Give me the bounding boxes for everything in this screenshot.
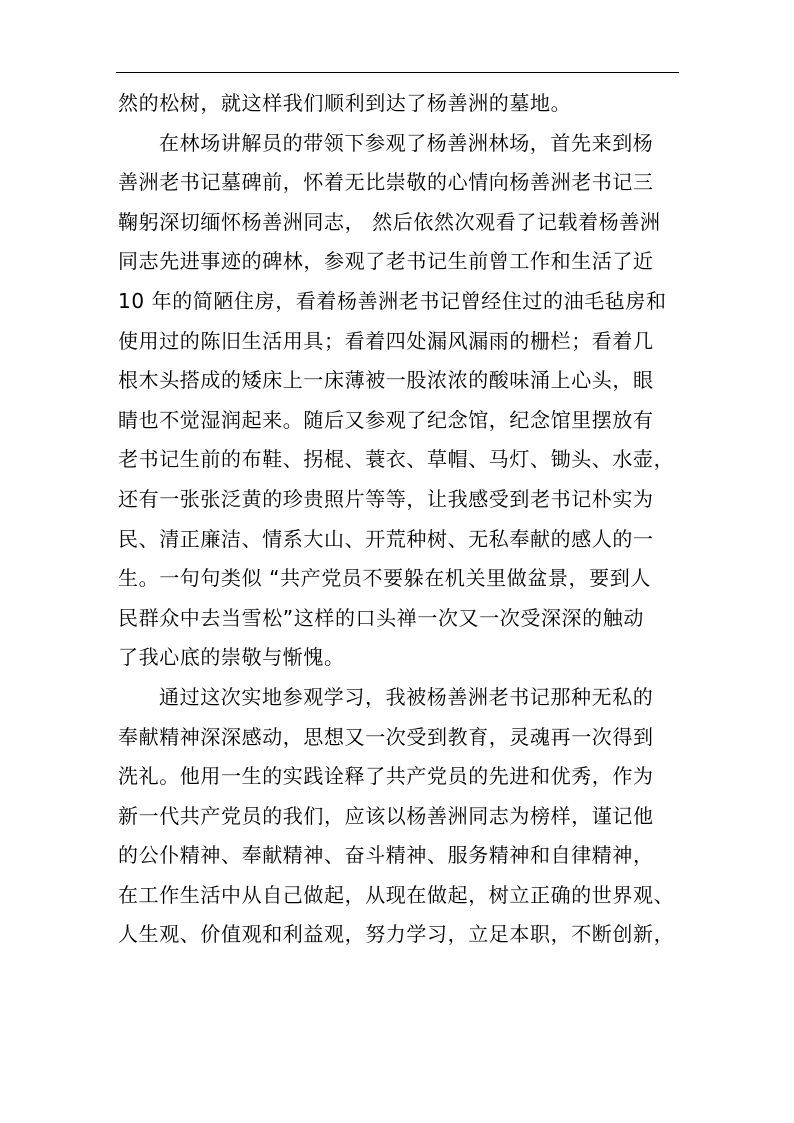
text-line: 在工作生活中从自己做起，从现在做起，树立正确的世界观、 <box>118 882 675 907</box>
text-line: 善洲老书记墓碑前，怀着无比崇敬的心情向杨善洲老书记三 <box>118 170 654 195</box>
text-line: 洗礼。他用一生的实践诠释了共产党员的先进和优秀，作为 <box>118 764 654 789</box>
text-line: 还有一张张泛黄的珍贵照片等等，让我感受到老书记朴实为 <box>118 486 654 511</box>
header-rule <box>116 72 679 73</box>
text-line: 民、清正廉洁、情系大山、开荒种树、无私奉献的感人的一 <box>118 526 654 551</box>
text-line: 同志先进事迹的碑林，参观了老书记生前曾工作和生活了近 <box>118 249 654 274</box>
text-line: 睛也不觉湿润起来。随后又参观了纪念馆，纪念馆里摆放有 <box>118 407 654 432</box>
text-line: 然的松树，就这样我们顺利到达了杨善洲的墓地。 <box>118 91 572 115</box>
text-line: 新一代共产党员的我们，应该以杨善洲同志为榜样，谨记他 <box>118 803 654 828</box>
text-line: 鞠躬深切缅怀杨善洲同志， 然后依然次观看了记载着杨善洲 <box>118 209 661 234</box>
body-text <box>118 84 684 955</box>
text-line: 老书记生前的布鞋、拐棍、蓑衣、草帽、马灯、锄头、水壶， <box>118 447 675 472</box>
text-line: 民群众中去当雪松”这样的口头禅一次又一次受深深的触动 <box>118 605 644 630</box>
text-line: 奉献精神深深感动，思想又一次受到教育，灵魂再一次得到 <box>118 724 654 749</box>
text-line: 的公仆精神、奉献精神、奋斗精神、服务精神和自律精神， <box>118 843 654 868</box>
paragraph-start-line: 通过这次实地参观学习，我被杨善洲老书记那种无私的 <box>159 684 654 709</box>
text-line: 根木头搭成的矮床上一床薄被一股浓浓的酸味涌上心头，眼 <box>118 368 654 393</box>
paragraph-start-line: 在林场讲解员的带领下参观了杨善洲林场，首先来到杨 <box>159 130 654 155</box>
text-line: 了我心底的崇敬与惭愧。 <box>118 645 345 670</box>
text-line: 生。一句句类似 “共产党员不要躲在机关里做盆景，要到人 <box>118 566 651 591</box>
text-line: 人生观、价值观和利益观，努力学习，立足本职，不断创新， <box>118 922 675 947</box>
text-line: 使用过的陈旧生活用具；看着四处漏风漏雨的栅栏；看着几 <box>118 328 654 353</box>
text-line: 10 年的简陋住房，看着杨善洲老书记曾经住过的油毛毡房和 <box>118 288 667 313</box>
